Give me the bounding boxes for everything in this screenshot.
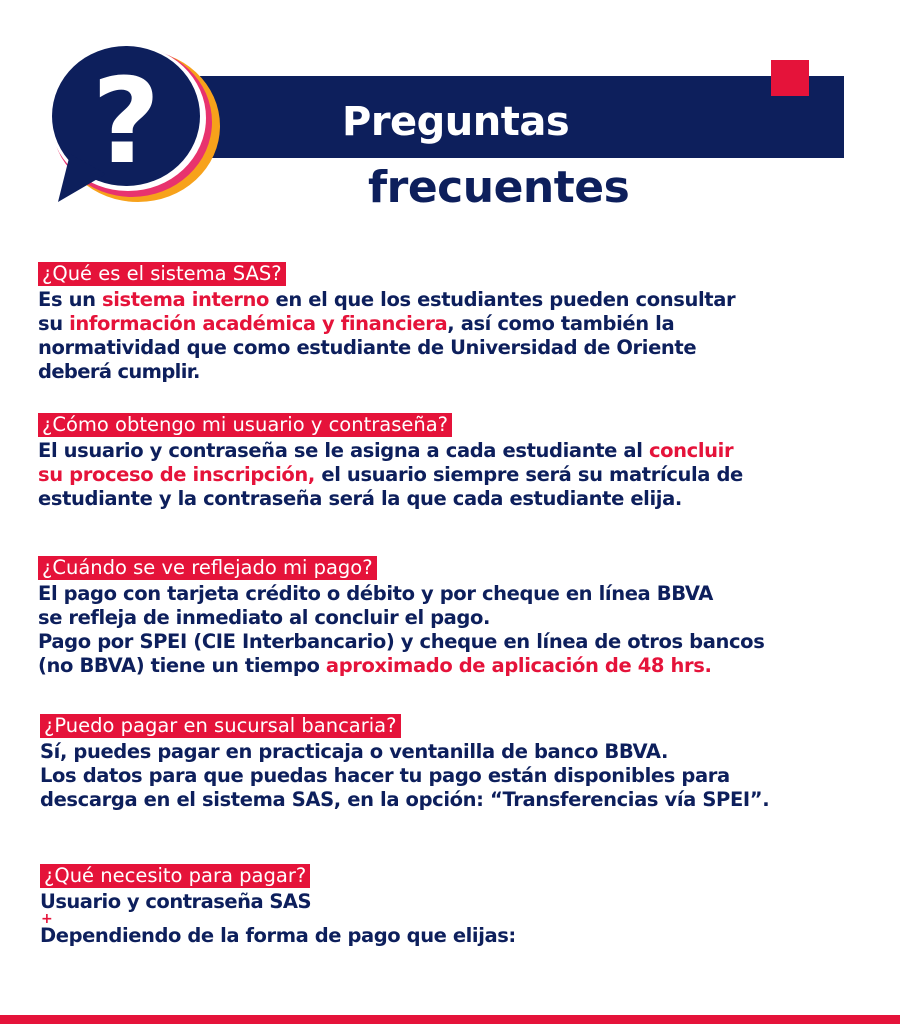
- answer-text: Sí, puedes pagar en practicaja o ventanilla de banco BBVA.: [40, 740, 669, 763]
- answer-line: [38, 654, 878, 678]
- faq-item-sas: [38, 262, 878, 384]
- red-accent-square: [771, 60, 809, 96]
- faq-answer: [38, 288, 878, 384]
- answer-line: [40, 740, 880, 764]
- answer-text: (no BBVA) tiene un tiempo: [38, 654, 326, 677]
- faq-item-payment-reflection: [38, 556, 878, 678]
- answer-text: El pago con tarjeta crédito o débito y por cheque en línea BBVA: [38, 582, 714, 605]
- faq-item-payment-requirements: [40, 864, 880, 948]
- page-title-line1: Preguntas: [342, 99, 570, 145]
- answer-line: [38, 463, 878, 487]
- answer-line: [38, 439, 878, 463]
- question-bubble-icon: [40, 34, 230, 214]
- answer-text: Pago por SPEI (CIE Interbancario) y cheque en línea de otros bancos: [38, 630, 765, 653]
- answer-text: Usuario y contraseña SAS: [40, 890, 312, 913]
- answer-text: el usuario siempre será su matrícula de: [314, 463, 743, 486]
- answer-line: [38, 487, 878, 511]
- faq-answer: [40, 890, 880, 948]
- answer-text: deberá cumplir.: [38, 360, 200, 383]
- plus-sign: +: [41, 911, 53, 927]
- answer-text: su: [38, 312, 70, 335]
- faq-item-bank-branch: [40, 714, 880, 812]
- answer-text: estudiante y la contraseña será la que cada estudiante elija.: [38, 487, 682, 510]
- faq-answer: [38, 582, 878, 678]
- answer-line: [38, 336, 878, 360]
- highlighted-text: su proceso de inscripción,: [38, 463, 315, 486]
- answer-text: normatividad que como estudiante de Universidad de Oriente: [38, 336, 697, 359]
- bottom-accent-bar: [0, 1015, 900, 1024]
- answer-line: [40, 764, 880, 788]
- answer-text: Es un: [38, 288, 103, 311]
- highlighted-text: aproximado de aplicación de 48 hrs.: [325, 654, 712, 677]
- answer-line: [40, 890, 880, 914]
- highlighted-text: concluir: [648, 439, 734, 462]
- faq-item-credentials: [38, 413, 878, 511]
- answer-text: en el que los estudiantes pueden consultar: [269, 288, 736, 311]
- faq-question: ¿Qué necesito para pagar?: [40, 864, 310, 888]
- answer-text: Dependiendo de la forma de pago que elijas:: [40, 924, 516, 947]
- faq-answer: [38, 439, 878, 511]
- answer-text: se refleja de inmediato al concluir el pago.: [38, 606, 490, 629]
- faq-question: ¿Qué es el sistema SAS?: [38, 262, 286, 286]
- answer-line: [38, 606, 878, 630]
- faq-question: ¿Puedo pagar en sucursal bancaria?: [40, 714, 401, 738]
- answer-line: [40, 924, 880, 948]
- answer-line: [38, 582, 878, 606]
- answer-text: descarga en el sistema SAS, en la opción: “Transferencias vía SPEI”.: [40, 788, 770, 811]
- faq-answer: [40, 740, 880, 812]
- faq-question: ¿Cuándo se ve reflejado mi pago?: [38, 556, 377, 580]
- answer-text: El usuario y contraseña se le asigna a cada estudiante al: [38, 439, 649, 462]
- answer-line: [38, 360, 878, 384]
- answer-line: [38, 312, 878, 336]
- highlighted-text: información académica y financiera: [69, 312, 448, 335]
- answer-line: [38, 288, 878, 312]
- answer-line: [40, 788, 880, 812]
- page-title-line2: frecuentes: [368, 162, 630, 213]
- faq-question: ¿Cómo obtengo mi usuario y contraseña?: [38, 413, 452, 437]
- svg-text:?: ?: [91, 52, 161, 190]
- answer-text: , así como también la: [447, 312, 675, 335]
- answer-text: Los datos para que puedas hacer tu pago están disponibles para: [40, 764, 730, 787]
- highlighted-text: sistema interno: [102, 288, 270, 311]
- answer-line: [38, 630, 878, 654]
